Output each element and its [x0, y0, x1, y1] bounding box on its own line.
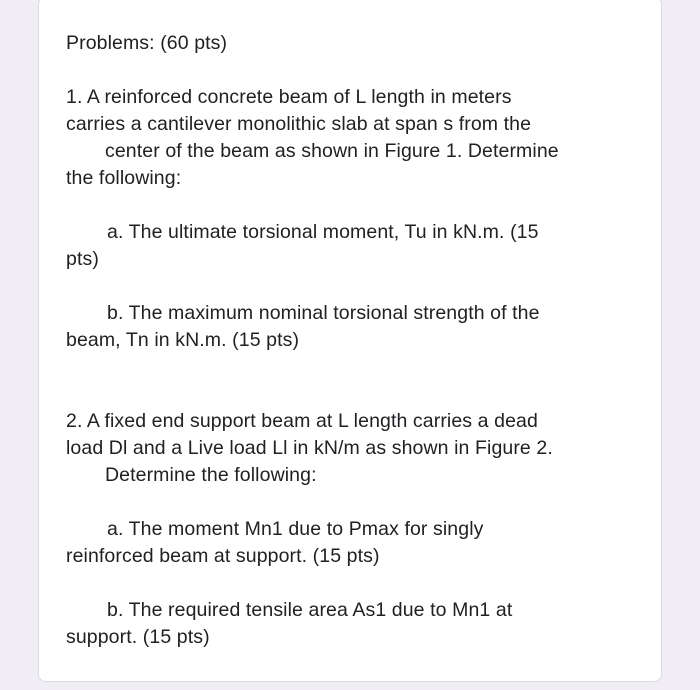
problem-1-text-line-4: the following: — [66, 167, 182, 189]
problem-2-item-a-line-1: a. The moment Mn1 due to Pmax for singly — [107, 518, 484, 540]
problem-1-item-a-line-2: pts) — [66, 248, 99, 270]
problem-1-text-line-1: 1. A reinforced concrete beam of L length in meters — [66, 86, 512, 108]
problem-1-item-b-line-2: beam, Tn in kN.m. (15 pts) — [66, 329, 300, 351]
problem-2-item-a-line-2: reinforced beam at support. (15 pts) — [66, 545, 380, 567]
problem-2-item-b-line-2: support. (15 pts) — [66, 626, 210, 648]
problem-1-text-line-3: center of the beam as shown in Figure 1. Determine — [105, 140, 559, 162]
problem-1-item-b-line-1: b. The maximum nominal torsional strength of the — [107, 302, 540, 324]
document-card — [38, 0, 662, 682]
problem-2-item-b-line-1: b. The required tensile area As1 due to Mn1 at — [107, 599, 513, 621]
problems-header: Problems: (60 pts) — [66, 32, 228, 54]
problem-2-text-line-1: 2. A fixed end support beam at L length carries a dead — [66, 410, 538, 432]
problem-1-text-line-2: carries a cantilever monolithic slab at span s from the — [66, 113, 532, 135]
problem-2-text-line-3: Determine the following: — [105, 464, 317, 486]
problem-2-text-line-2: load Dl and a Live load Ll in kN/m as shown in Figure 2. — [66, 437, 553, 459]
problem-1-item-a-line-1: a. The ultimate torsional moment, Tu in kN.m. (15 — [107, 221, 539, 243]
